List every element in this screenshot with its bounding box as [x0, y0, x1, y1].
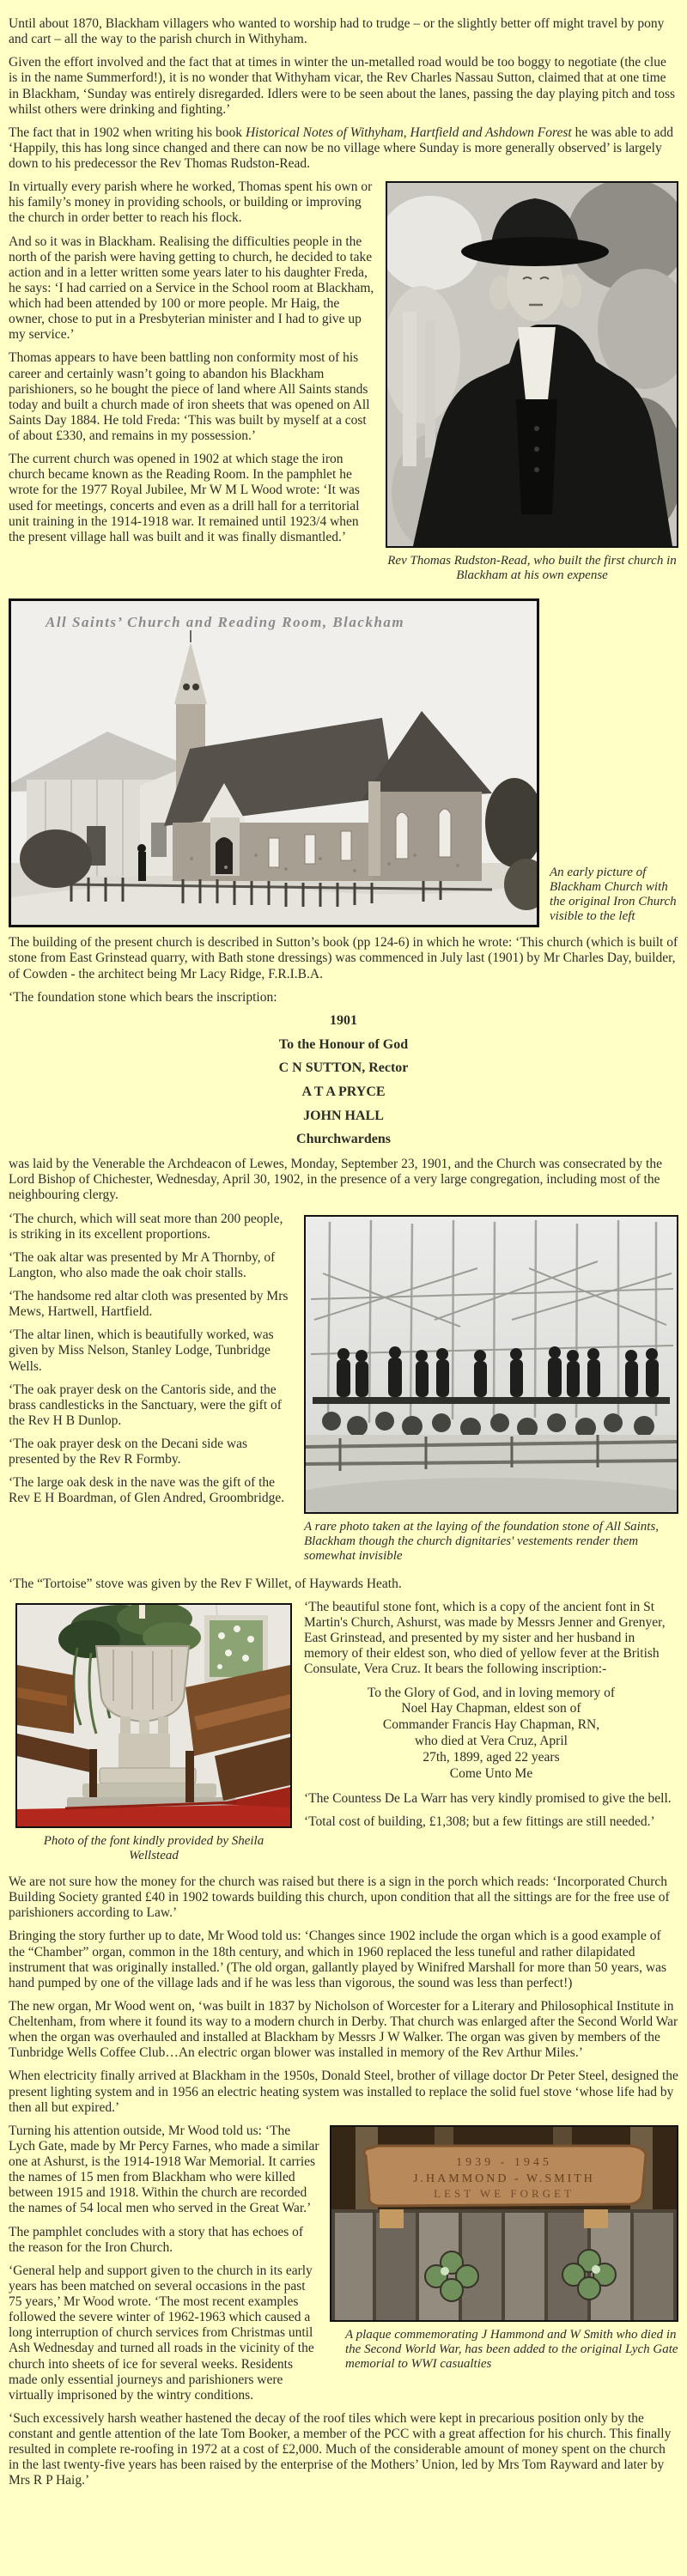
font-inscription-line: 27th, 1899, aged 22 years	[423, 1750, 560, 1765]
gift-item: ‘The church, which will seat more than 200 people, is striking in its excellent proportions.	[9, 1211, 283, 1242]
rev-thomas-section	[9, 179, 678, 588]
gift-item: ‘The large oak desk in the nave was the gift of the Rev E H Boardman, of Glen Andred, Groombridge.	[9, 1475, 285, 1506]
church-photo-label: All Saints’ Church and Reading Room, Blackham	[46, 614, 405, 631]
stone-font-graphic	[17, 1605, 290, 1826]
rev-thomas-photo	[386, 181, 678, 548]
intro-paragraph-2: Given the effort involved and the fact that at times in winter the un-metalled road would be too boggy to negotiate (the clue is in the name Summerford!), it is no wonder that Withyham vicar, the Rev Charles Nassau Sutton, claimed that at one time in Blackham, ‘Sunday was entirely disregarded. Idlers were to be seen about the lanes, passing the day playing pitch and toss whilst others were drinking and fighting.’	[9, 55, 676, 117]
foundation-stone-line: ‘The foundation stone which bears the inscription:	[9, 989, 277, 1005]
gifts-section	[9, 1212, 678, 1569]
rev-photo-caption: Rev Thomas Rudston-Read, who built the first church in Blackham at his own expense	[387, 554, 677, 583]
gift-item: ‘The oak prayer desk on the Cantoris side, and the brass candlesticks in the Sanctuary, were the gift of the Rev H B Dunlop.	[9, 1382, 282, 1428]
foundation-stone-photo	[304, 1215, 678, 1514]
foundation-inscription	[9, 1013, 678, 1148]
font-inscription-line: Commander Francis Hay Chapman, RN,	[382, 1717, 600, 1733]
gift-item: ‘The oak altar was presented by Mr A Thornby, of Langton, who also made the oak choir stalls.	[9, 1249, 276, 1280]
church-photo-caption: An early picture of Blackham Church with the original Iron Church visible to the left	[550, 865, 677, 924]
lych-paragraph-2: The pamphlet concludes with a story that has echoes of the reason for the Iron Church.	[9, 2224, 304, 2255]
font-inscription-line: Come Unto Me	[449, 1766, 533, 1782]
rev-paragraph-1: In virtually every parish where he worked, Thomas spent his own or his family’s money in providing schools, or building or improving the church in order better to reach his flock.	[9, 179, 373, 226]
font-inscription-line: To the Glory of God, and in loving memory of	[367, 1685, 616, 1700]
foundation-stone-caption: A rare photo taken at the laying of the foundation stone of All Saints, Blackham though the church dignitaries' vestements render them somewhat invisible	[304, 1519, 660, 1563]
church-photo	[9, 598, 539, 927]
countess-paragraph: ‘The Countess De La Warr has very kindly promised to give the bell.	[304, 1790, 672, 1806]
font-photo-caption: Photo of the font kindly provided by Sheila Wellstead	[43, 1833, 264, 1862]
plaque-line-1: 1939 - 1945	[456, 2155, 552, 2169]
intro-paragraph-3	[9, 125, 678, 172]
rev-thomas-portrait-graphic	[387, 183, 677, 546]
font-inscription-line: who died at Vera Cruz, April	[415, 1734, 568, 1749]
tortoise-stove-line: ‘The “Tortoise” stove was given by the Rev F Willet, of Haywards Heath.	[9, 1576, 402, 1591]
inscription-line: 1901	[330, 1012, 357, 1028]
lych-gate-caption: A plaque commemorating J Hammond and W Smith who died in the Second World War, has been added to the original Lych Gate memorial to WWI casualties	[345, 2327, 678, 2372]
inscription-line: A T A PRYCE	[301, 1084, 386, 1099]
intro-paragraph-1: Until about 1870, Blackham villagers who wanted to worship had to trudge – or the slightly better off might travel by pony and cart – all the way to the parish church in Withyham.	[9, 16, 665, 47]
intro-p3-pre: The fact that in 1902 when writing his book	[9, 125, 246, 140]
gift-item: ‘The handsome red altar cloth was presented by Mrs Mews, Hartwell, Hartfield.	[9, 1289, 289, 1320]
lych-paragraph-1: Turning his attention outside, Mr Wood told us: ‘The Lych Gate, made by Mr Percy Farnes, who made a similar one at Ashurst, is the 1914-1918 War Memorial. It carries the names of 15 men from Blackham who were killed between 1915 and 1918. Within the church are recorded the names of 54 local men who served in the Great War.’	[9, 2123, 319, 2216]
inscription-line: Churchwardens	[296, 1132, 391, 1147]
book-title: Historical Notes of Withyham, Hartfield and Ashdown Forest	[245, 125, 572, 140]
lych-gate-section	[9, 2123, 678, 2403]
inscription-line: To the Honour of God	[278, 1036, 409, 1052]
lych-gate-plaque-graphic	[331, 2127, 677, 2320]
gift-item: ‘The altar linen, which is beautifully worked, was given by Miss Nelson, Stanley Lodge, Tunbridge Wells.	[9, 1327, 274, 1374]
inscription-line: C N SUTTON, Rector	[278, 1060, 409, 1076]
plaque-line-3: LEST WE FORGET	[434, 2186, 575, 2200]
inscription-line: JOHN HALL	[303, 1108, 384, 1123]
font-figure	[15, 1603, 292, 1863]
foundation-stone-figure	[304, 1215, 678, 1564]
intro-p3-post: he was able to add ‘Happily, this has long since changed and there can now be no village where Sunday is more generally observed’ is largely down to his predecessor the Rev Thomas Rudston-Read.	[9, 125, 674, 171]
organ-paragraph-2: The new organ, Mr Wood went on, ‘was built in 1837 by Nicholson of Worcester for a Literary and Philosophical Institute in Cheltenham, from where it found its way to a modern church in Derby. That church was enlarged after the Second World War when the organ was overhauled and installed at Blackham by Messrs J W Walker. The organ was given by members of the Tunbridge Wells Coffee Club…An electric organ blower was installed in memory of the Rev Arthur Miles.’	[9, 1998, 678, 2061]
organ-paragraph-1: Bringing the story further up to date, Mr Wood told us: ‘Changes since 1902 include the organ which is a good example of the “Chamber” organ, common in the 18th century, and which in 1960 replaced the less tuneful and rather dilapidated instrument that was originally installed.’ (The old organ, gallantly played by Winifred Marshall for more than 50 years, was hand pumped by one of the village lads and if he was less than vigorous, the sound was less than perfect!)	[9, 1929, 667, 1990]
font-section	[9, 1600, 678, 1867]
lych-gate-photo	[330, 2125, 678, 2322]
money-paragraph: We are not sure how the money for the church was raised but there is a sign in the porch which reads: ‘Incorporated Church Building Society granted £40 in 1902 towards building this church, upon condition that all the sittings are for the free use of parishioners according to Law.’	[9, 1874, 670, 1921]
plaque-line-2: J.HAMMOND - W.SMITH	[413, 2172, 595, 2185]
scaffolding-graphic	[306, 1217, 677, 1512]
rev-thomas-figure	[386, 181, 678, 583]
total-cost-paragraph: ‘Total cost of building, £1,308; but a few fittings are still needed.’	[304, 1814, 655, 1830]
church-photo-row	[9, 598, 678, 927]
font-inscription-line: Noel Hay Chapman, eldest son of	[401, 1701, 581, 1716]
rev-paragraph-2: And so it was in Blackham. Realising the difficulties people in the north of the parish were having getting to church, he decided to take action and in a letter written some years later to his daughter Freda, he says: ‘I had carried on a Service in the School room at Blackham, which had been attended by 100 or more people. Mr Haig, the owner, chose to put in a Presbyterian minister and I had to give up my service.’	[9, 234, 374, 343]
closing-paragraph: ‘Such excessively harsh weather hastened the decay of the roof tiles which were kept in precarious position only by the constant and gentle attention of the late Tom Booker, a member of the PCC with a great affection for his church. This finally resulted in complete re-roofing in 1972 at a cost of £2,000. Much of the considerable amount of money spent on the church in the last twenty-five years has been raised by the enterprise of the Mothers’ Union, led by Mrs Tom Rayward and later by Mrs R P Haig.’	[9, 2410, 672, 2488]
general-help-paragraph: ‘General help and support given to the church in its early years has been matched on several occasions in the past 75 years,’ Mr Wood wrote. ‘The most recent examples followed the severe winter of 1962-1963 which caused a long interruption of church services from Christmas until Ash Wednesday and turned all roads in the vicinity of the church into sheets of ice for several weeks. Residents made only essential journeys and parishioners were virtually imprisoned by the wintry conditions.	[9, 2263, 314, 2403]
font-paragraph: ‘The beautiful stone font, which is a copy of the ancient font in St Martin's Church, Ashurst, was made by Messrs Jenner and Grenyer, East Grinstead, and presented by my sister and her husband in memory of their eldest son, who died of yellow fever at the British Consulate, Vera Cruz. It bears the following inscription:-	[304, 1599, 666, 1677]
electricity-paragraph: When electricity finally arrived at Blackham in the 1950s, Donald Steel, brother of village doctor Dr Peter Steel, designed the present lighting system and in 1956 an electric heating system was installed to replace the solid fuel stove ‘whose life had by then all but expired.’	[9, 2069, 678, 2115]
lych-gate-figure	[330, 2125, 678, 2372]
rev-paragraph-4: The current church was opened in 1902 at which stage the iron church became known as the Reading Room. In the pamphlet he wrote for the 1977 Royal Jubilee, Mr W M L Wood wrote: ‘It was used for meetings, concerts and even as a drill hall for a territorial unit training in the 1914-1918 war. It remained until 1923/4 when the present village hall was built and it was finally dismantled.’	[9, 452, 360, 544]
gift-item: ‘The oak prayer desk on the Decani side was presented by the Rev R Formby.	[9, 1437, 248, 1467]
font-photo	[15, 1603, 292, 1828]
laid-paragraph: was laid by the Venerable the Archdeacon of Lewes, Monday, September 23, 1901, and the Church was consecrated by the Lord Bishop of Chichester, Wednesday, April 30, 1902, in the presence of a very large congregation, including most of the neighbouring clergy.	[9, 1157, 662, 1203]
rev-paragraph-3: Thomas appears to have been battling non conformity most of his career and certainly wasn’t going to abandon his Blackham parishioners, so he bought the piece of land where All Saints stands today and built a church made of iron sheets that was opened on All Saints Day 1884. He told Freda: ‘This was built by myself at a cost of about £330, and remains in my possession.’	[9, 350, 370, 443]
church-postcard-graphic	[11, 601, 537, 925]
building-paragraph: The building of the present church is described in Sutton’s book (pp 124-6) in which he wrote: ‘This church (which is built of stone from East Grinstead quarry, with Bath stone dressings) was commenced in July last (1901) by Mr Charles Day, builder, of Cowden - the architect being Mr Lacy Ridge, F.R.I.B.A.	[9, 935, 678, 981]
